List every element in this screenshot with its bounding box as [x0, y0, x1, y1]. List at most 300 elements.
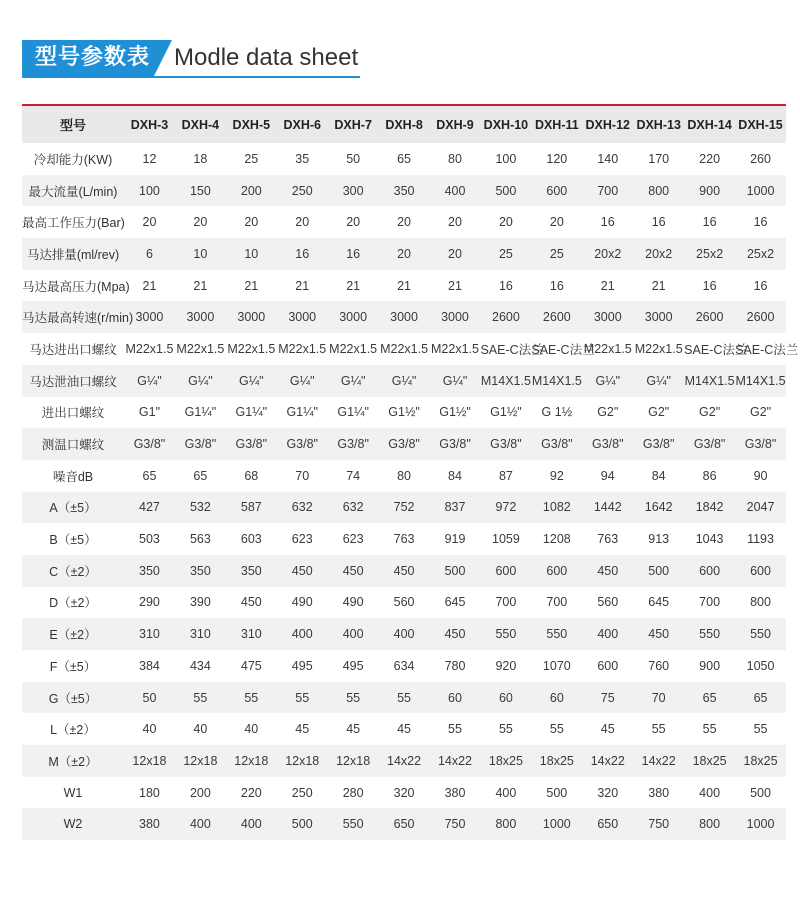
table-cell: 800 [750, 595, 771, 610]
table-cell: 400 [189, 817, 211, 832]
table-cell: 55 [397, 690, 412, 705]
table-cell: 550 [495, 627, 517, 642]
table-cell: 490 [291, 595, 313, 610]
table-cell: 45 [346, 722, 361, 737]
table-cell: 21 [397, 278, 412, 293]
table-cell: SAE-C法兰 [480, 342, 544, 357]
table-cell: 20 [397, 246, 412, 261]
column-header: DXH-15 [738, 117, 783, 132]
table-cell: G2" [699, 405, 721, 420]
table-cell: 600 [597, 658, 619, 673]
table-cell: 220 [240, 785, 262, 800]
table-cell: 632 [291, 500, 313, 515]
table-cell: 21 [295, 278, 310, 293]
table-cell: 20 [142, 215, 157, 230]
table-cell: 10 [193, 246, 208, 261]
table-cell: 310 [189, 627, 211, 642]
table-cell: 18x25 [692, 753, 727, 768]
table-cell: 645 [648, 595, 670, 610]
table-cell: 900 [699, 183, 721, 198]
table-cell: 800 [648, 183, 670, 198]
table-cell: 390 [189, 595, 211, 610]
table-cell: 434 [189, 658, 211, 673]
table-cell: 600 [546, 183, 568, 198]
table-cell: G3/8" [133, 437, 166, 452]
table-cell: 280 [342, 785, 364, 800]
table-cell: 2047 [746, 500, 775, 515]
table-cell: 1442 [593, 500, 622, 515]
table-cell: G1¼" [184, 405, 217, 420]
table-cell: 45 [397, 722, 412, 737]
column-header: DXH-6 [283, 117, 321, 132]
table-cell: 20 [346, 215, 361, 230]
table-cell: 12x18 [132, 753, 167, 768]
table-cell: 645 [444, 595, 466, 610]
table-cell: 3000 [288, 310, 317, 325]
table-cell: 18x25 [743, 753, 778, 768]
table-cell: 18x25 [539, 753, 574, 768]
table-cell: 20x2 [594, 246, 622, 261]
table-cell: 752 [393, 500, 415, 515]
table-cell: 68 [244, 468, 259, 483]
row-label: 最高工作压力(Bar) [22, 216, 125, 231]
table-cell: 16 [549, 278, 564, 293]
table-cell: 20 [193, 215, 208, 230]
column-header: DXH-11 [534, 117, 579, 132]
table-cell: G3/8" [388, 437, 420, 452]
table-cell: M22x1.5 [278, 341, 327, 356]
table-cell: 550 [699, 627, 721, 642]
table-cell: 750 [444, 817, 466, 832]
table-cell: SAE-C法兰 [735, 342, 799, 357]
table-cell: G2" [648, 405, 670, 420]
table-cell: 632 [342, 500, 364, 515]
table-cell: 45 [600, 722, 615, 737]
table-cell: 12x18 [234, 753, 269, 768]
table-cell: 380 [139, 817, 160, 832]
table-cell: G3/8" [693, 437, 726, 452]
table-cell: 427 [139, 500, 160, 515]
table-cell: 500 [546, 785, 568, 800]
table-cell: 600 [699, 563, 721, 578]
table-cell: 14x22 [641, 753, 676, 768]
table-cell: G3/8" [591, 437, 624, 452]
table-cell: 760 [648, 658, 670, 673]
table-cell: 1050 [746, 658, 775, 673]
table-cell: 220 [699, 151, 721, 166]
table-cell: 450 [342, 563, 364, 578]
table-cell: 16 [295, 246, 310, 261]
row-label: W2 [63, 817, 83, 832]
table-cell: 603 [240, 532, 262, 547]
table-cell: G¼" [340, 373, 366, 388]
table-cell: 2600 [746, 310, 775, 325]
table-cell: 972 [495, 500, 517, 515]
table-cell: 837 [444, 500, 466, 515]
table-cell: 70 [295, 468, 310, 483]
table-cell: 260 [750, 151, 771, 166]
table-row [22, 492, 786, 524]
table-cell: 300 [342, 183, 364, 198]
table-cell: M22x1.5 [634, 341, 683, 356]
table-cell: M22x1.5 [329, 341, 378, 356]
table-cell: SAE-C法兰 [684, 342, 748, 357]
table-cell: 700 [597, 183, 619, 198]
table-cell: 400 [291, 627, 313, 642]
table-cell: 65 [397, 151, 412, 166]
table-cell: 55 [346, 690, 361, 705]
table-row [22, 523, 786, 555]
table-cell: 21 [142, 278, 157, 293]
table-cell: 700 [546, 595, 568, 610]
column-header: DXH-3 [130, 117, 169, 132]
table-cell: M22x1.5 [125, 341, 174, 356]
table-cell: 650 [393, 817, 415, 832]
row-label: 最大流量(L/min) [28, 184, 118, 199]
table-cell: 450 [240, 595, 262, 610]
column-header: DXH-10 [483, 117, 529, 132]
table-cell: 16 [753, 215, 768, 230]
table-cell: G¼" [646, 373, 671, 388]
table-cell: 12 [142, 151, 157, 166]
table-cell: 503 [139, 532, 160, 547]
table-cell: 100 [139, 183, 160, 198]
table-cell: G3/8" [337, 437, 369, 452]
row-label: 测温口螺纹 [41, 438, 105, 453]
table-cell: SAE-C法兰 [531, 342, 595, 357]
table-cell: 12x18 [183, 753, 218, 768]
table-cell: 16 [702, 215, 717, 230]
table-cell: M22x1.5 [176, 341, 225, 356]
table-cell: 634 [393, 658, 415, 673]
table-cell: 18x25 [488, 753, 523, 768]
table-cell: 1842 [695, 500, 724, 515]
row-label: 噪音dB [52, 469, 94, 484]
table-cell: 350 [240, 563, 262, 578]
table-cell: 40 [142, 722, 157, 737]
row-label: B（±5） [49, 533, 97, 548]
table-cell: 563 [189, 532, 211, 547]
table-cell: 290 [139, 595, 160, 610]
table-cell: G1½" [439, 405, 471, 420]
table-row [22, 206, 786, 238]
table-cell: 20 [295, 215, 310, 230]
table-cell: 587 [240, 500, 262, 515]
table-cell: 1208 [542, 532, 571, 547]
table-cell: 560 [393, 595, 415, 610]
table-cell: 80 [448, 151, 462, 166]
table-cell: 350 [189, 563, 211, 578]
table-cell: 80 [397, 468, 412, 483]
table-row [22, 713, 786, 745]
table-cell: 919 [444, 532, 466, 547]
table-cell: 400 [699, 785, 721, 800]
table-cell: 21 [244, 278, 259, 293]
table-cell: 350 [139, 563, 160, 578]
row-label: 马达进出口螺纹 [29, 342, 117, 357]
table-cell: 450 [597, 563, 619, 578]
table-cell: 400 [240, 817, 262, 832]
table-cell: M22x1.5 [583, 341, 632, 356]
table-cell: 200 [189, 785, 211, 800]
model-data-table [22, 104, 799, 840]
table-cell: 65 [193, 468, 208, 483]
column-header: DXH-13 [636, 117, 681, 132]
table-cell: 120 [546, 151, 568, 166]
table-cell: 500 [648, 563, 670, 578]
table-cell: 550 [546, 627, 568, 642]
table-cell: 700 [495, 595, 517, 610]
table-cell: 450 [393, 563, 415, 578]
table-cell: M22x1.5 [227, 341, 276, 356]
table-cell: 90 [753, 468, 768, 483]
table-cell: 45 [295, 722, 310, 737]
table-cell: 92 [549, 468, 564, 483]
table-cell: 1059 [492, 532, 520, 547]
table-cell: 12x18 [285, 753, 320, 768]
table-row [22, 397, 786, 429]
table-cell: 920 [495, 658, 517, 673]
table-cell: M22x1.5 [380, 341, 429, 356]
table-cell: 2600 [542, 310, 571, 325]
table-cell: 65 [142, 468, 157, 483]
table-row [22, 460, 786, 492]
table-cell: 384 [139, 658, 160, 673]
table-cell: 55 [295, 690, 310, 705]
table-cell: 350 [393, 183, 415, 198]
table-cell: 21 [193, 278, 208, 293]
table-cell: 623 [342, 532, 364, 547]
row-label: L（±2） [50, 723, 96, 738]
table-cell: 3000 [339, 310, 368, 325]
table-cell: G¼" [137, 373, 162, 388]
row-label: W1 [63, 785, 83, 800]
table-cell: 55 [498, 722, 513, 737]
table-cell: 560 [597, 595, 619, 610]
table-cell: G1¼" [235, 405, 268, 420]
table-cell: 380 [648, 785, 670, 800]
table-row [22, 808, 786, 840]
table-cell: 65 [702, 690, 717, 705]
table-cell: 495 [291, 658, 313, 673]
table-cell: 55 [244, 690, 259, 705]
table-cell: 1000 [542, 817, 571, 832]
row-label: 马达排量(ml/rev) [26, 247, 120, 262]
table-cell: 50 [346, 151, 361, 166]
row-label: M（±2） [48, 754, 98, 769]
row-label: 进出口螺纹 [41, 406, 105, 421]
table-cell: M14X1.5 [684, 373, 735, 388]
table-cell: G3/8" [642, 437, 675, 452]
table-cell: 2600 [492, 310, 520, 325]
table-cell: G¼" [595, 373, 621, 388]
table-cell: 25x2 [696, 246, 724, 261]
table-cell: 250 [291, 183, 313, 198]
table-cell: 3000 [135, 310, 164, 325]
table-cell: 14x22 [437, 753, 473, 768]
table-cell: M14X1.5 [735, 373, 786, 388]
table-cell: 75 [600, 690, 615, 705]
table-cell: 1043 [695, 532, 724, 547]
table-cell: G¼" [442, 373, 468, 388]
column-header: DXH-9 [436, 117, 474, 132]
table-cell: 490 [342, 595, 364, 610]
table-cell: G3/8" [235, 437, 268, 452]
table-cell: 450 [444, 627, 466, 642]
row-label: 马达最高转速(r/min) [22, 311, 134, 326]
table-cell: 650 [597, 817, 619, 832]
table-cell: 74 [346, 468, 361, 483]
table-cell: 400 [342, 627, 364, 642]
table-cell: 16 [600, 215, 615, 230]
table-cell: 900 [699, 658, 721, 673]
table-cell: 16 [498, 278, 513, 293]
table-row [22, 618, 786, 650]
table-cell: G2" [749, 405, 772, 420]
table-cell: 495 [342, 658, 364, 673]
table-cell: G1¼" [286, 405, 318, 420]
row-label: A（±5） [49, 501, 97, 516]
table-cell: 3000 [186, 310, 215, 325]
table-cell: 20 [549, 215, 564, 230]
table-cell: 200 [240, 183, 262, 198]
table-cell: M22x1.5 [431, 341, 479, 356]
table-cell: 14x22 [590, 753, 625, 768]
table-row [22, 175, 786, 207]
table-cell: 21 [600, 278, 615, 293]
table-cell: 87 [498, 468, 513, 483]
column-header: DXH-12 [585, 117, 630, 132]
table-row [22, 650, 786, 682]
table-cell: 1082 [542, 500, 571, 515]
table-cell: 94 [600, 468, 615, 483]
table-cell: 3000 [390, 310, 418, 325]
table-cell: 1642 [644, 500, 673, 515]
table-cell: 16 [651, 215, 666, 230]
table-cell: 550 [750, 627, 771, 642]
table-cell: G¼" [289, 373, 315, 388]
table-cell: G¼" [188, 373, 213, 388]
table-row [22, 682, 786, 714]
table-cell: 10 [244, 246, 259, 261]
table-cell: 20 [244, 215, 259, 230]
table-cell: 780 [444, 658, 466, 673]
table-cell: 60 [448, 690, 462, 705]
table-cell: G¼" [391, 373, 417, 388]
table-cell: 55 [448, 722, 462, 737]
table-cell: 380 [444, 785, 466, 800]
table-cell: 1000 [746, 817, 775, 832]
table-cell: G1" [138, 405, 161, 420]
table-cell: 40 [193, 722, 208, 737]
table-cell: 3000 [237, 310, 266, 325]
banner-title-cn: 型号参数表 [35, 45, 151, 70]
table-cell: 55 [702, 722, 717, 737]
table-cell: 600 [750, 563, 771, 578]
table-cell: 6 [145, 246, 153, 261]
table-cell: 18 [193, 151, 208, 166]
table-cell: 21 [448, 278, 462, 293]
table-cell: 3000 [441, 310, 469, 325]
table-cell: 500 [291, 817, 313, 832]
table-cell: 84 [651, 468, 666, 483]
table-cell: 100 [495, 151, 517, 166]
table-cell: 1070 [542, 658, 571, 673]
table-cell: 60 [549, 690, 564, 705]
banner-title-en: Modle data sheet [174, 44, 359, 71]
table-cell: 450 [291, 563, 313, 578]
table-cell: G3/8" [439, 437, 471, 452]
column-header-model: 型号 [59, 118, 86, 133]
table-cell: 500 [444, 563, 466, 578]
table-cell: M14X1.5 [480, 373, 531, 388]
table-cell: 310 [139, 627, 160, 642]
table-cell: 55 [753, 722, 768, 737]
table-cell: 84 [448, 468, 462, 483]
table-cell: 532 [189, 500, 211, 515]
table-cell: 623 [291, 532, 313, 547]
table-cell: 400 [444, 183, 466, 198]
table-cell: 25 [498, 246, 513, 261]
table-cell: 40 [244, 722, 259, 737]
table-row [22, 745, 786, 777]
table-cell: 1193 [747, 532, 774, 547]
table-cell: 320 [597, 785, 619, 800]
table-cell: 750 [648, 817, 670, 832]
table-row [22, 333, 786, 365]
table-cell: 14x22 [387, 753, 422, 768]
table-cell: 763 [393, 532, 415, 547]
column-header: DXH-4 [181, 117, 220, 132]
table-cell: G3/8" [490, 437, 522, 452]
table-cell: 140 [597, 151, 619, 166]
table-cell: 913 [648, 532, 670, 547]
table-cell: 310 [240, 627, 262, 642]
table-cell: 800 [495, 817, 517, 832]
table-cell: 475 [240, 658, 262, 673]
table-cell: 21 [346, 278, 361, 293]
table-cell: 60 [498, 690, 513, 705]
table-cell: 20 [498, 215, 513, 230]
row-label: G（±5） [48, 691, 98, 706]
table-cell: 150 [189, 183, 211, 198]
table-cell: 20 [448, 246, 462, 261]
table-cell: 700 [699, 595, 721, 610]
column-header: DXH-8 [385, 117, 423, 132]
table-cell: 400 [393, 627, 415, 642]
row-label: 马达最高压力(Mpa) [22, 279, 130, 294]
table-cell: 500 [495, 183, 517, 198]
table-cell: 25x2 [746, 246, 775, 261]
table-cell: 25 [549, 246, 564, 261]
table-cell: G3/8" [286, 437, 318, 452]
table-cell: 20 [448, 215, 462, 230]
table-cell: 16 [346, 246, 361, 261]
table-cell: 250 [291, 785, 313, 800]
table-cell: 170 [648, 151, 670, 166]
table-cell: 450 [648, 627, 670, 642]
table-row [22, 238, 786, 270]
table-cell: 16 [702, 278, 717, 293]
table-cell: 55 [549, 722, 564, 737]
column-header: DXH-7 [334, 117, 372, 132]
table-row [22, 428, 786, 460]
table-cell: 50 [142, 690, 157, 705]
table-cell: G2" [597, 405, 619, 420]
table-header-row [22, 105, 786, 143]
table-cell: G3/8" [184, 437, 217, 452]
table-cell: G 1½ [541, 405, 573, 420]
